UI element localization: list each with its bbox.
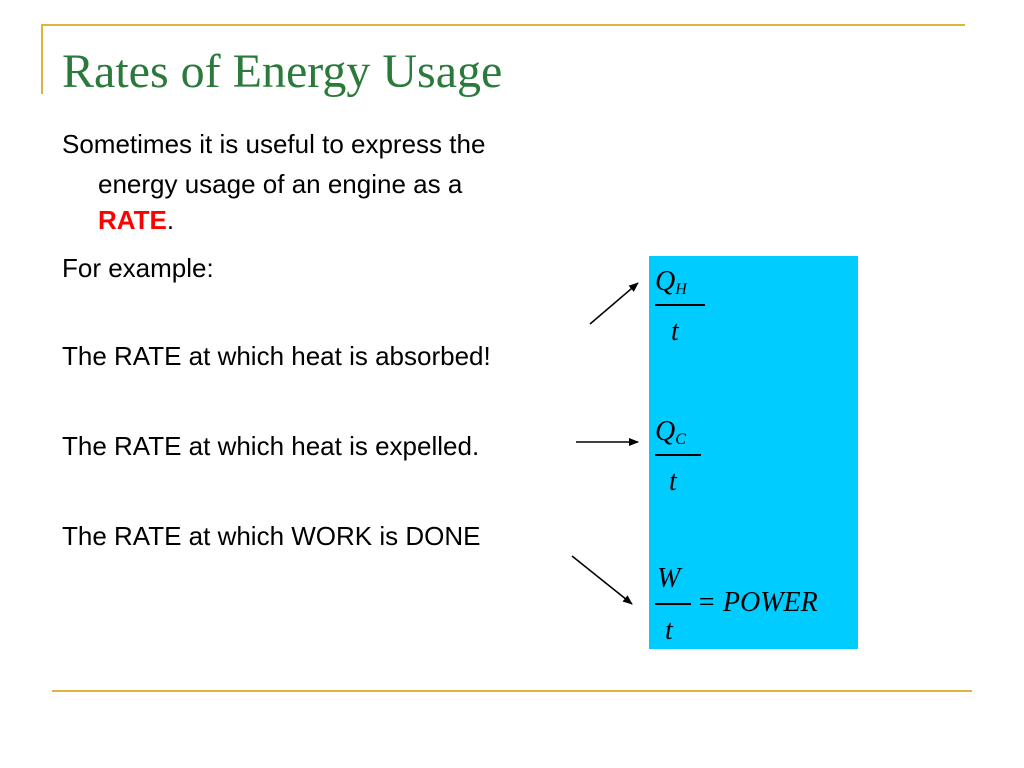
item-heat-expelled: The RATE at which heat is expelled.	[62, 431, 480, 461]
item-work-done: The RATE at which WORK is DONE	[62, 521, 481, 551]
arrow-absorbed	[590, 283, 638, 324]
qh-subscript: H	[675, 281, 687, 298]
intro-period: .	[166, 205, 175, 235]
qc-numerator: $Q_C$	[655, 416, 686, 448]
rate-highlight: RATE	[98, 205, 167, 235]
example-label: For example:	[62, 253, 214, 283]
qc-denominator: t	[669, 466, 677, 497]
qh-denominator: t	[671, 316, 679, 347]
qc-subscript: C	[675, 431, 686, 448]
power-numerator: W	[657, 563, 681, 594]
intro-line-2: energy usage of an engine as a	[98, 169, 463, 199]
intro-line-1: Sometimes it is useful to express the	[62, 129, 486, 159]
slide-title: Rates of Energy Usage	[62, 45, 503, 98]
item-heat-absorbed: The RATE at which heat is absorbed!	[62, 341, 491, 371]
power-denominator: t	[665, 615, 673, 646]
power-equals: = POWER	[697, 587, 818, 618]
arrow-work	[572, 556, 632, 604]
qh-numerator: $Q_H$	[655, 266, 687, 298]
